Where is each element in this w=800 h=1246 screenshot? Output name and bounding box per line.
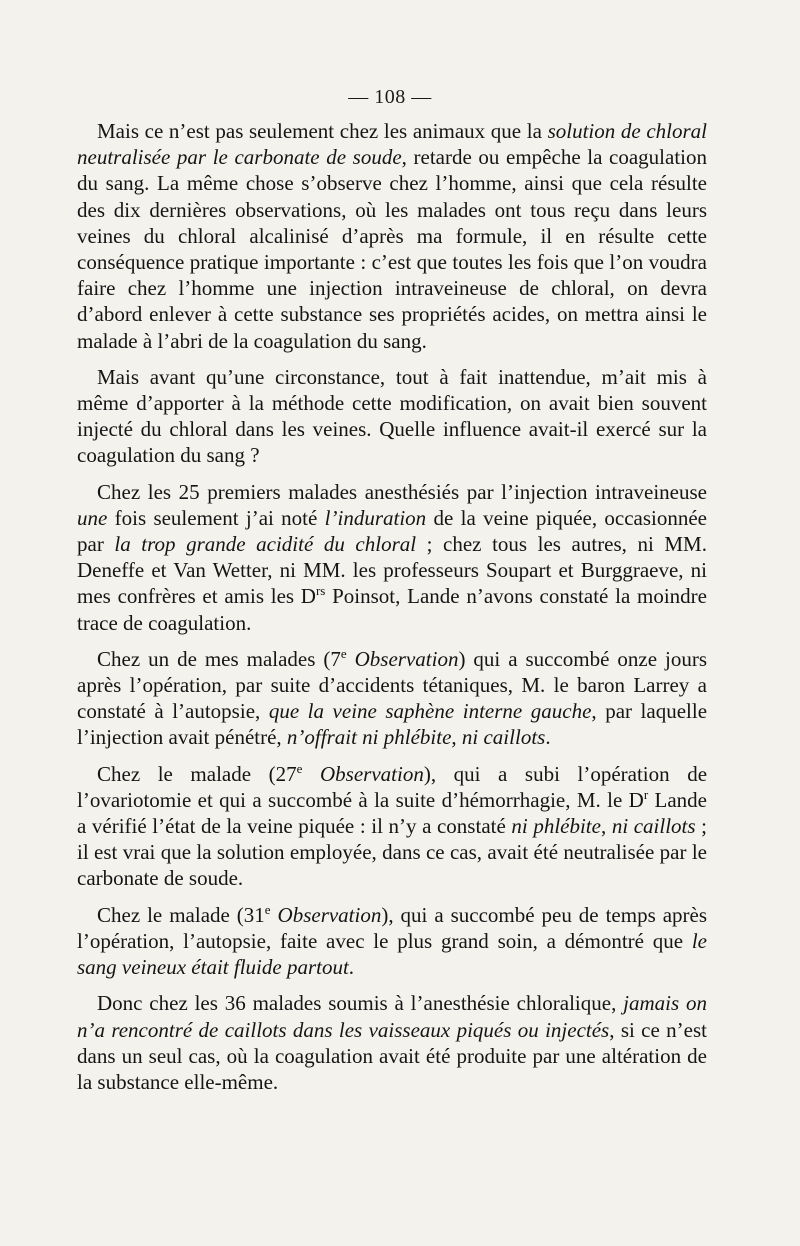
body-text <box>77 118 707 1105</box>
italic-text: ni phlébite <box>511 814 601 839</box>
text-segment: Chez les 25 premiers malades anesthésiés par l’injection intraveineuse <box>97 479 707 504</box>
text-segment: , retarde ou empêche la coagulation du sang. La même chose s’observe chez l’homme, ainsi que cela résulte des dix dernières observations, où les malades ont tous reçu dans leurs veines du chloral alcalinisé d’après ma formule, il en résulte cette conséquence pratique importante : c’est que toutes les fois que l’on voudra faire chez l’homme une injection intraveineuse de chloral, on devra d’abord enlever à cette substance ses propriétés acides, on mettra ainsi le malade à l’abri de la coagulation du sang. <box>77 145 707 353</box>
text-segment: Mais ce n’est pas seulement chez les animaux que la <box>97 119 548 143</box>
text-segment: fois seulement j’ai noté <box>107 505 325 530</box>
italic-text: le sang veineux était fluide partout <box>77 928 707 980</box>
superscript-text: e <box>264 901 271 917</box>
paragraph <box>77 761 707 892</box>
text-segment: Chez un de mes malades (7 <box>97 646 341 671</box>
text-segment: ; il est vrai que la solution employée, dans ce cas, avait été neutralisée par le carbonate de soude. <box>77 814 708 891</box>
italic-text: Observation <box>354 646 459 671</box>
text-segment: Chez le malade (27 <box>97 761 297 786</box>
italic-text: la trop grande acidité du chloral <box>114 532 417 557</box>
italic-text: ni caillots <box>461 725 546 750</box>
superscript-text: rs <box>315 583 326 599</box>
page-number: — 108 — <box>348 86 432 108</box>
text-segment: , par laquelle l’injection avait pénétré, <box>77 699 708 750</box>
text-segment: , <box>600 814 612 839</box>
text-segment: ; chez tous les autres, ni MM. Deneffe et Van Wetter, ni MM. les professeurs Soupart et Burggraeve, ni mes confrères et amis les D <box>77 532 707 609</box>
text-segment: ) qui a succombé onze jours après l’opération, par suite d’accidents tétaniques, M. le baron Larrey a constaté à l’autopsie, <box>77 646 708 724</box>
superscript-text: e <box>296 760 303 776</box>
text-segment: . <box>545 725 551 750</box>
text-segment: . <box>348 955 355 980</box>
superscript-text: r <box>643 786 649 802</box>
italic-text: jamais on n’a rencontré de caillots dans les vaisseaux piqués ou injectés <box>77 991 708 1042</box>
italic-text: une <box>77 505 108 530</box>
italic-text: que la veine saphène interne gauche <box>268 699 592 724</box>
text-segment <box>347 647 355 671</box>
text-segment: de la veine piquée, occasionnée par <box>77 505 708 557</box>
paragraph <box>77 479 707 636</box>
italic-text: solution de chloral neutralisée par le carbonate de soude <box>77 119 707 170</box>
text-segment: Poinsot, Lande n’avons constaté la moindre trace de coagulation. <box>77 584 707 635</box>
text-segment: ), qui a succombé peu de temps après l’opération, l’autopsie, faite avec le plus grand soin, a démontré que <box>77 902 707 953</box>
text-segment: , si ce n’est dans un seul cas, où la coagulation avait été produite par une altération de la substance elle-même. <box>77 1017 707 1094</box>
italic-text: Observation <box>320 761 424 786</box>
text-segment <box>302 762 320 786</box>
text-segment: Donc chez les 36 malades soumis à l’anesthésie chloralique, <box>97 991 624 1016</box>
italic-text: n’offrait ni phlébite <box>286 725 452 750</box>
italic-text: Observation <box>277 902 382 927</box>
paragraph <box>77 902 707 981</box>
text-segment: Mais avant qu’une circonstance, tout à fait inattendue, m’ait mis à même d’apporter à la méthode cette modification, on avait bien souvent injecté du chloral dans les veines. Quelle influence avait-il exercé sur la coagulation du sang ? <box>77 364 707 468</box>
text-segment: , <box>451 725 462 750</box>
paragraph <box>77 118 707 354</box>
paragraph <box>77 990 707 1095</box>
superscript-text: e <box>340 645 347 661</box>
paragraph <box>77 364 707 469</box>
text-segment: ), qui a subi l’opération de l’ovariotomie et qui a succombé à la suite d’hémorrhagie, M. le D <box>77 761 708 812</box>
italic-text: ni caillots <box>611 814 696 839</box>
paragraph <box>77 646 707 751</box>
text-segment <box>271 903 278 927</box>
text-segment: Chez le malade (31 <box>97 902 265 927</box>
italic-text: l’induration <box>324 505 427 530</box>
text-segment: Lande a vérifié l’état de la veine piquée : il n’y a constaté <box>77 787 707 839</box>
